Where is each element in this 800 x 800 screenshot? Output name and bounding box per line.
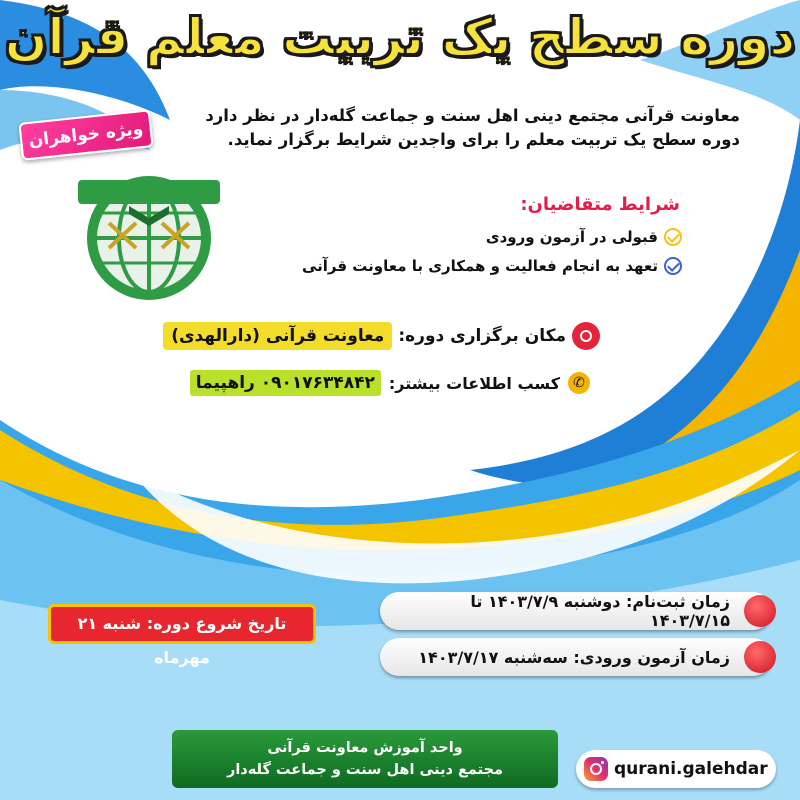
registration-date-text: زمان ثبت‌نام: دوشنبه ۱۴۰۳/۷/۹ تا ۱۴۰۳/۷/۱۵ bbox=[470, 592, 730, 630]
condition-text: تعهد به انجام فعالیت و همکاری با معاونت قرآنی bbox=[301, 257, 658, 275]
registration-date-pill bbox=[380, 592, 772, 630]
women-only-badge: ویژه خواهران bbox=[18, 109, 153, 161]
check-circle-icon bbox=[664, 257, 682, 275]
intro-text bbox=[180, 104, 740, 152]
footer-line-2: مجتمع دینی اهل سنت و جماعت گله‌دار bbox=[226, 762, 504, 778]
instagram-icon bbox=[584, 757, 608, 781]
intro-line-1: معاونت قرآنی مجتمع دینی اهل سنت و جماعت گله‌دار در نظر دارد bbox=[205, 106, 740, 125]
contact-label: کسب اطلاعات بیشتر: bbox=[388, 373, 560, 393]
red-dot-icon bbox=[744, 595, 776, 627]
footer-line-1: واحد آموزش معاونت قرآنی bbox=[267, 740, 463, 756]
conditions-title: شرایط متقاضیان: bbox=[520, 194, 680, 215]
start-date-box: تاریخ شروع دوره: شنبه ۲۱ مهرماه bbox=[48, 604, 316, 644]
exam-date-text: زمان آزمون ورودی: سه‌شنبه ۱۴۰۳/۷/۱۷ bbox=[418, 647, 730, 667]
condition-item bbox=[486, 228, 682, 246]
location-value: معاونت قرآنی (دارالهدی) bbox=[163, 322, 392, 350]
condition-text: قبولی در آزمون ورودی bbox=[485, 228, 658, 246]
page-title: دوره سطح یک تربیت معلم قرآن bbox=[4, 8, 796, 66]
intro-line-2: دوره سطح یک تربیت معلم را برای واجدین شرایط برگزار نماید. bbox=[227, 130, 740, 149]
location-pin-icon bbox=[572, 322, 600, 350]
contact-row bbox=[190, 370, 594, 396]
contact-phone[interactable]: ۰۹۰۱۷۶۳۴۸۴۲ راهپیما bbox=[190, 370, 381, 396]
check-circle-icon bbox=[664, 228, 682, 246]
footer-org-box bbox=[172, 730, 558, 788]
red-dot-icon bbox=[744, 641, 776, 673]
instagram-text: qurani.galehdar bbox=[614, 759, 768, 779]
location-label: مکان برگزاری دوره: bbox=[398, 326, 566, 346]
quran-globe-logo bbox=[74, 168, 224, 304]
location-row bbox=[163, 322, 604, 350]
condition-item bbox=[302, 257, 682, 275]
phone-icon: ✆ bbox=[568, 372, 590, 394]
instagram-handle[interactable] bbox=[576, 750, 776, 788]
exam-date-pill bbox=[380, 638, 772, 676]
